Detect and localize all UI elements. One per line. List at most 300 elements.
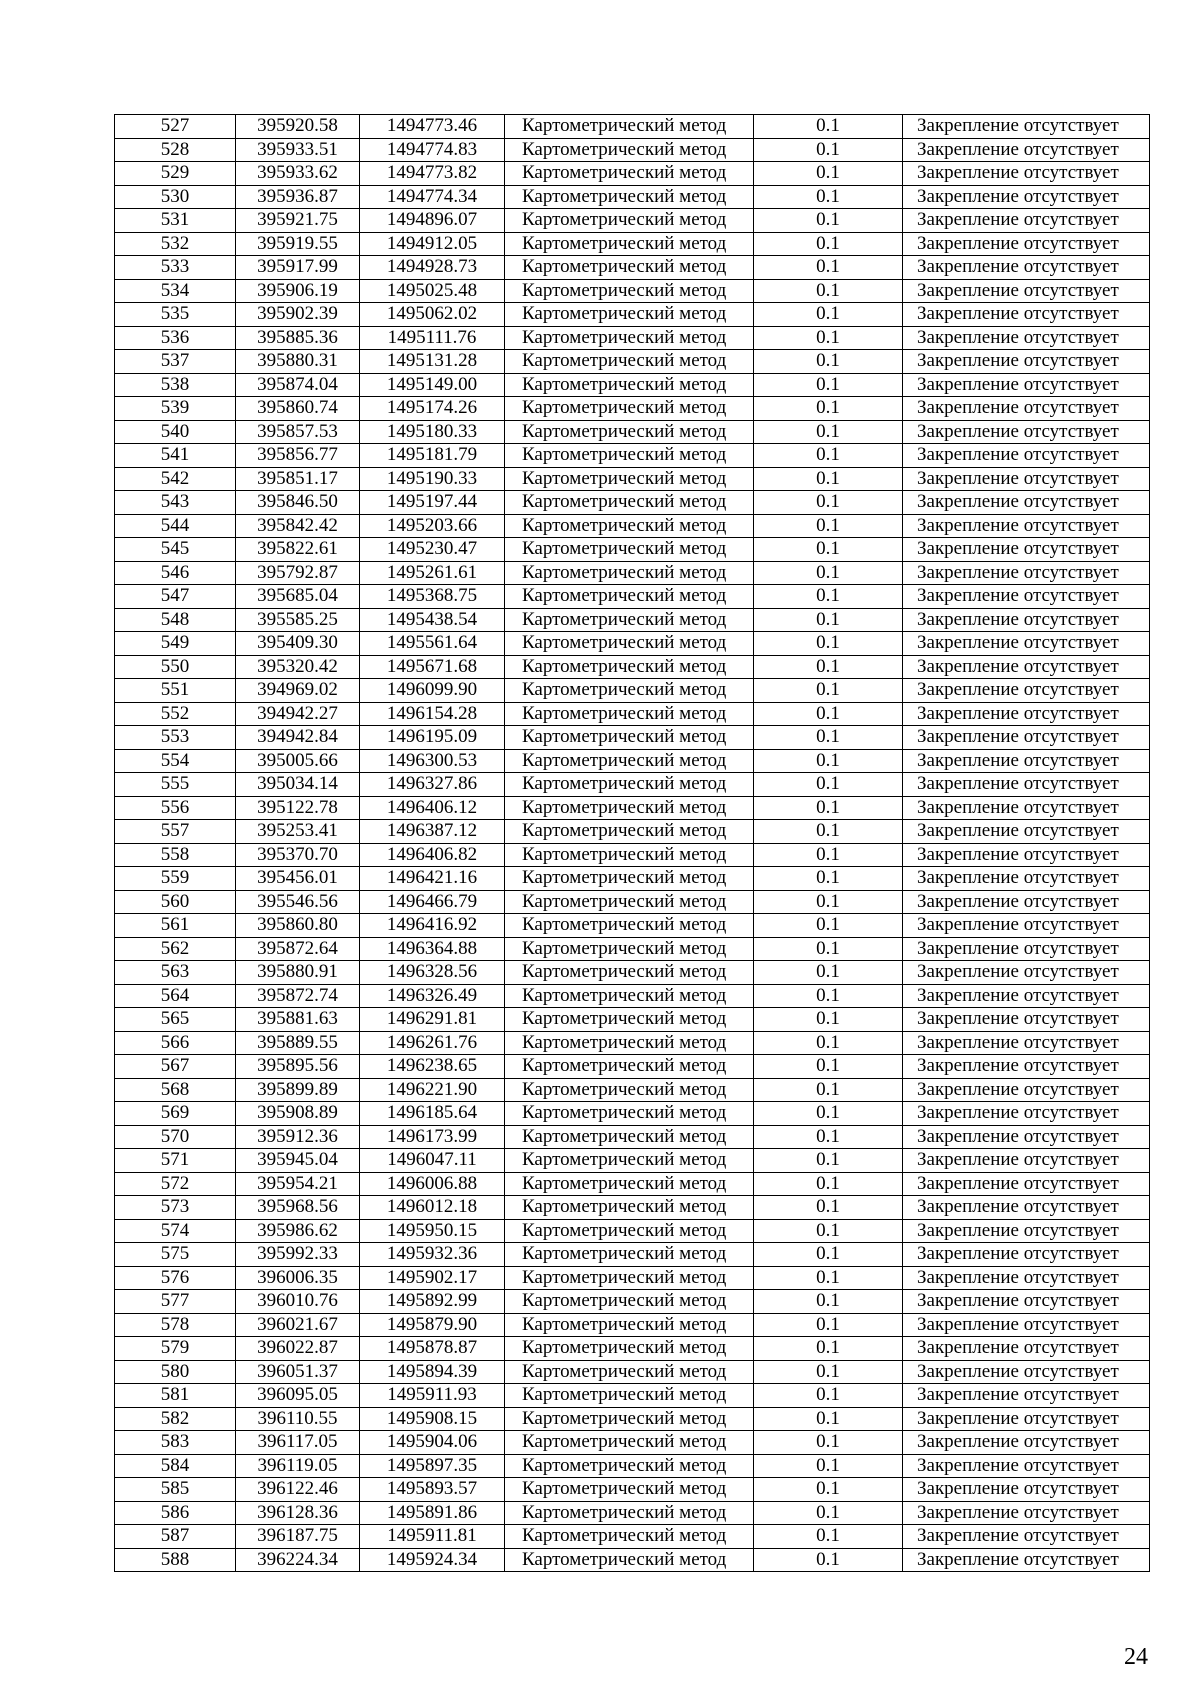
method-cell: Картометрический метод xyxy=(505,1055,754,1079)
accuracy-cell: 0.1 xyxy=(754,256,903,280)
x-coordinate-cell: 395005.66 xyxy=(236,749,360,773)
x-coordinate-cell: 396095.05 xyxy=(236,1384,360,1408)
y-coordinate-cell: 1495911.93 xyxy=(360,1384,505,1408)
method-cell: Картометрический метод xyxy=(505,232,754,256)
x-coordinate-cell: 396119.05 xyxy=(236,1454,360,1478)
x-coordinate-cell: 395986.62 xyxy=(236,1219,360,1243)
y-coordinate-cell: 1496173.99 xyxy=(360,1125,505,1149)
page-number: 24 xyxy=(1124,1644,1148,1670)
table-row xyxy=(115,1149,1150,1173)
table-row xyxy=(115,1102,1150,1126)
y-coordinate-cell: 1495671.68 xyxy=(360,655,505,679)
accuracy-cell: 0.1 xyxy=(754,890,903,914)
table-row xyxy=(115,1078,1150,1102)
accuracy-cell: 0.1 xyxy=(754,444,903,468)
point-number-cell: 555 xyxy=(115,773,236,797)
x-coordinate-cell: 396187.75 xyxy=(236,1525,360,1549)
point-number-cell: 545 xyxy=(115,538,236,562)
point-number-cell: 560 xyxy=(115,890,236,914)
table-row xyxy=(115,608,1150,632)
method-cell: Картометрический метод xyxy=(505,1290,754,1314)
x-coordinate-cell: 395895.56 xyxy=(236,1055,360,1079)
accuracy-cell: 0.1 xyxy=(754,209,903,233)
fixation-cell: Закрепление отсутствует xyxy=(903,1219,1150,1243)
y-coordinate-cell: 1496154.28 xyxy=(360,702,505,726)
point-number-cell: 580 xyxy=(115,1360,236,1384)
x-coordinate-cell: 396022.87 xyxy=(236,1337,360,1361)
accuracy-cell: 0.1 xyxy=(754,961,903,985)
x-coordinate-cell: 395880.91 xyxy=(236,961,360,985)
fixation-cell: Закрепление отсутствует xyxy=(903,1431,1150,1455)
table-row xyxy=(115,1501,1150,1525)
table-row xyxy=(115,303,1150,327)
accuracy-cell: 0.1 xyxy=(754,115,903,139)
x-coordinate-cell: 395860.74 xyxy=(236,397,360,421)
accuracy-cell: 0.1 xyxy=(754,373,903,397)
method-cell: Картометрический метод xyxy=(505,984,754,1008)
point-number-cell: 533 xyxy=(115,256,236,280)
accuracy-cell: 0.1 xyxy=(754,138,903,162)
x-coordinate-cell: 396010.76 xyxy=(236,1290,360,1314)
y-coordinate-cell: 1495879.90 xyxy=(360,1313,505,1337)
point-number-cell: 584 xyxy=(115,1454,236,1478)
fixation-cell: Закрепление отсутствует xyxy=(903,1290,1150,1314)
accuracy-cell: 0.1 xyxy=(754,232,903,256)
x-coordinate-cell: 395936.87 xyxy=(236,185,360,209)
accuracy-cell: 0.1 xyxy=(754,1501,903,1525)
accuracy-cell: 0.1 xyxy=(754,796,903,820)
point-number-cell: 546 xyxy=(115,561,236,585)
method-cell: Картометрический метод xyxy=(505,115,754,139)
accuracy-cell: 0.1 xyxy=(754,1478,903,1502)
accuracy-cell: 0.1 xyxy=(754,655,903,679)
fixation-cell: Закрепление отсутствует xyxy=(903,1078,1150,1102)
point-number-cell: 586 xyxy=(115,1501,236,1525)
fixation-cell: Закрепление отсутствует xyxy=(903,984,1150,1008)
table-row xyxy=(115,1008,1150,1032)
method-cell: Картометрический метод xyxy=(505,491,754,515)
point-number-cell: 551 xyxy=(115,679,236,703)
table-row xyxy=(115,115,1150,139)
x-coordinate-cell: 395902.39 xyxy=(236,303,360,327)
y-coordinate-cell: 1495438.54 xyxy=(360,608,505,632)
x-coordinate-cell: 395851.17 xyxy=(236,467,360,491)
method-cell: Картометрический метод xyxy=(505,1384,754,1408)
method-cell: Картометрический метод xyxy=(505,608,754,632)
y-coordinate-cell: 1496300.53 xyxy=(360,749,505,773)
x-coordinate-cell: 395370.70 xyxy=(236,843,360,867)
accuracy-cell: 0.1 xyxy=(754,1172,903,1196)
accuracy-cell: 0.1 xyxy=(754,1055,903,1079)
x-coordinate-cell: 395954.21 xyxy=(236,1172,360,1196)
point-number-cell: 554 xyxy=(115,749,236,773)
y-coordinate-cell: 1494773.46 xyxy=(360,115,505,139)
point-number-cell: 534 xyxy=(115,279,236,303)
x-coordinate-cell: 395921.75 xyxy=(236,209,360,233)
y-coordinate-cell: 1496185.64 xyxy=(360,1102,505,1126)
point-number-cell: 547 xyxy=(115,585,236,609)
y-coordinate-cell: 1496195.09 xyxy=(360,726,505,750)
y-coordinate-cell: 1496047.11 xyxy=(360,1149,505,1173)
method-cell: Картометрический метод xyxy=(505,561,754,585)
x-coordinate-cell: 396224.34 xyxy=(236,1548,360,1572)
accuracy-cell: 0.1 xyxy=(754,467,903,491)
x-coordinate-cell: 395933.62 xyxy=(236,162,360,186)
accuracy-cell: 0.1 xyxy=(754,491,903,515)
table-row xyxy=(115,1172,1150,1196)
method-cell: Картометрический метод xyxy=(505,914,754,938)
fixation-cell: Закрепление отсутствует xyxy=(903,303,1150,327)
y-coordinate-cell: 1495932.36 xyxy=(360,1243,505,1267)
accuracy-cell: 0.1 xyxy=(754,1290,903,1314)
y-coordinate-cell: 1495203.66 xyxy=(360,514,505,538)
fixation-cell: Закрепление отсутствует xyxy=(903,1055,1150,1079)
table-row xyxy=(115,1290,1150,1314)
x-coordinate-cell: 395899.89 xyxy=(236,1078,360,1102)
accuracy-cell: 0.1 xyxy=(754,185,903,209)
fixation-cell: Закрепление отсутствует xyxy=(903,702,1150,726)
coordinates-table-body xyxy=(115,115,1150,1572)
method-cell: Картометрический метод xyxy=(505,1196,754,1220)
fixation-cell: Закрепление отсутствует xyxy=(903,585,1150,609)
accuracy-cell: 0.1 xyxy=(754,1008,903,1032)
table-row xyxy=(115,773,1150,797)
table-row xyxy=(115,820,1150,844)
method-cell: Картометрический метод xyxy=(505,679,754,703)
accuracy-cell: 0.1 xyxy=(754,1407,903,1431)
fixation-cell: Закрепление отсутствует xyxy=(903,1337,1150,1361)
accuracy-cell: 0.1 xyxy=(754,1031,903,1055)
table-row xyxy=(115,1243,1150,1267)
method-cell: Картометрический метод xyxy=(505,1525,754,1549)
method-cell: Картометрический метод xyxy=(505,350,754,374)
method-cell: Картометрический метод xyxy=(505,1548,754,1572)
y-coordinate-cell: 1496327.86 xyxy=(360,773,505,797)
table-row xyxy=(115,279,1150,303)
accuracy-cell: 0.1 xyxy=(754,538,903,562)
x-coordinate-cell: 394942.27 xyxy=(236,702,360,726)
point-number-cell: 587 xyxy=(115,1525,236,1549)
y-coordinate-cell: 1496364.88 xyxy=(360,937,505,961)
accuracy-cell: 0.1 xyxy=(754,1243,903,1267)
y-coordinate-cell: 1494912.05 xyxy=(360,232,505,256)
method-cell: Картометрический метод xyxy=(505,1407,754,1431)
fixation-cell: Закрепление отсутствует xyxy=(903,467,1150,491)
point-number-cell: 578 xyxy=(115,1313,236,1337)
method-cell: Картометрический метод xyxy=(505,1149,754,1173)
x-coordinate-cell: 396051.37 xyxy=(236,1360,360,1384)
fixation-cell: Закрепление отсутствует xyxy=(903,890,1150,914)
x-coordinate-cell: 395253.41 xyxy=(236,820,360,844)
method-cell: Картометрический метод xyxy=(505,1125,754,1149)
y-coordinate-cell: 1496291.81 xyxy=(360,1008,505,1032)
fixation-cell: Закрепление отсутствует xyxy=(903,420,1150,444)
x-coordinate-cell: 396128.36 xyxy=(236,1501,360,1525)
method-cell: Картометрический метод xyxy=(505,1008,754,1032)
table-row xyxy=(115,420,1150,444)
table-row xyxy=(115,937,1150,961)
x-coordinate-cell: 395968.56 xyxy=(236,1196,360,1220)
fixation-cell: Закрепление отсутствует xyxy=(903,914,1150,938)
method-cell: Картометрический метод xyxy=(505,162,754,186)
point-number-cell: 539 xyxy=(115,397,236,421)
point-number-cell: 565 xyxy=(115,1008,236,1032)
accuracy-cell: 0.1 xyxy=(754,420,903,444)
fixation-cell: Закрепление отсутствует xyxy=(903,1031,1150,1055)
accuracy-cell: 0.1 xyxy=(754,1078,903,1102)
fixation-cell: Закрепление отсутствует xyxy=(903,1266,1150,1290)
fixation-cell: Закрепление отсутствует xyxy=(903,185,1150,209)
x-coordinate-cell: 395456.01 xyxy=(236,867,360,891)
table-row xyxy=(115,514,1150,538)
method-cell: Картометрический метод xyxy=(505,326,754,350)
method-cell: Картометрический метод xyxy=(505,185,754,209)
y-coordinate-cell: 1494774.83 xyxy=(360,138,505,162)
table-row xyxy=(115,632,1150,656)
accuracy-cell: 0.1 xyxy=(754,1313,903,1337)
accuracy-cell: 0.1 xyxy=(754,632,903,656)
x-coordinate-cell: 395320.42 xyxy=(236,655,360,679)
fixation-cell: Закрепление отсутствует xyxy=(903,679,1150,703)
y-coordinate-cell: 1495174.26 xyxy=(360,397,505,421)
table-row xyxy=(115,726,1150,750)
table-row xyxy=(115,1219,1150,1243)
method-cell: Картометрический метод xyxy=(505,1313,754,1337)
accuracy-cell: 0.1 xyxy=(754,984,903,1008)
method-cell: Картометрический метод xyxy=(505,655,754,679)
method-cell: Картометрический метод xyxy=(505,538,754,562)
table-row xyxy=(115,373,1150,397)
point-number-cell: 577 xyxy=(115,1290,236,1314)
fixation-cell: Закрепление отсутствует xyxy=(903,655,1150,679)
fixation-cell: Закрепление отсутствует xyxy=(903,1454,1150,1478)
fixation-cell: Закрепление отсутствует xyxy=(903,1548,1150,1572)
method-cell: Картометрический метод xyxy=(505,1102,754,1126)
x-coordinate-cell: 395842.42 xyxy=(236,514,360,538)
point-number-cell: 537 xyxy=(115,350,236,374)
accuracy-cell: 0.1 xyxy=(754,867,903,891)
accuracy-cell: 0.1 xyxy=(754,1266,903,1290)
point-number-cell: 556 xyxy=(115,796,236,820)
x-coordinate-cell: 396122.46 xyxy=(236,1478,360,1502)
point-number-cell: 548 xyxy=(115,608,236,632)
accuracy-cell: 0.1 xyxy=(754,1337,903,1361)
x-coordinate-cell: 395860.80 xyxy=(236,914,360,938)
method-cell: Картометрический метод xyxy=(505,1172,754,1196)
fixation-cell: Закрепление отсутствует xyxy=(903,162,1150,186)
x-coordinate-cell: 396021.67 xyxy=(236,1313,360,1337)
table-row xyxy=(115,1055,1150,1079)
point-number-cell: 536 xyxy=(115,326,236,350)
x-coordinate-cell: 395034.14 xyxy=(236,773,360,797)
fixation-cell: Закрепление отсутствует xyxy=(903,1172,1150,1196)
y-coordinate-cell: 1496416.92 xyxy=(360,914,505,938)
table-row xyxy=(115,1407,1150,1431)
table-row xyxy=(115,162,1150,186)
point-number-cell: 550 xyxy=(115,655,236,679)
x-coordinate-cell: 396110.55 xyxy=(236,1407,360,1431)
x-coordinate-cell: 395685.04 xyxy=(236,585,360,609)
accuracy-cell: 0.1 xyxy=(754,1525,903,1549)
fixation-cell: Закрепление отсутствует xyxy=(903,350,1150,374)
point-number-cell: 585 xyxy=(115,1478,236,1502)
method-cell: Картометрический метод xyxy=(505,397,754,421)
fixation-cell: Закрепление отсутствует xyxy=(903,538,1150,562)
y-coordinate-cell: 1495131.28 xyxy=(360,350,505,374)
table-row xyxy=(115,867,1150,891)
x-coordinate-cell: 395857.53 xyxy=(236,420,360,444)
method-cell: Картометрический метод xyxy=(505,256,754,280)
y-coordinate-cell: 1495924.34 xyxy=(360,1548,505,1572)
table-row xyxy=(115,585,1150,609)
x-coordinate-cell: 395881.63 xyxy=(236,1008,360,1032)
method-cell: Картометрический метод xyxy=(505,585,754,609)
table-row xyxy=(115,679,1150,703)
y-coordinate-cell: 1495878.87 xyxy=(360,1337,505,1361)
accuracy-cell: 0.1 xyxy=(754,1219,903,1243)
point-number-cell: 543 xyxy=(115,491,236,515)
point-number-cell: 532 xyxy=(115,232,236,256)
point-number-cell: 544 xyxy=(115,514,236,538)
point-number-cell: 531 xyxy=(115,209,236,233)
method-cell: Картометрический метод xyxy=(505,303,754,327)
table-row xyxy=(115,890,1150,914)
x-coordinate-cell: 395912.36 xyxy=(236,1125,360,1149)
fixation-cell: Закрепление отсутствует xyxy=(903,514,1150,538)
fixation-cell: Закрепление отсутствует xyxy=(903,1478,1150,1502)
method-cell: Картометрический метод xyxy=(505,937,754,961)
fixation-cell: Закрепление отсутствует xyxy=(903,937,1150,961)
fixation-cell: Закрепление отсутствует xyxy=(903,256,1150,280)
point-number-cell: 549 xyxy=(115,632,236,656)
method-cell: Картометрический метод xyxy=(505,1360,754,1384)
table-row xyxy=(115,561,1150,585)
table-row xyxy=(115,961,1150,985)
accuracy-cell: 0.1 xyxy=(754,561,903,585)
method-cell: Картометрический метод xyxy=(505,279,754,303)
x-coordinate-cell: 395880.31 xyxy=(236,350,360,374)
fixation-cell: Закрепление отсутствует xyxy=(903,1384,1150,1408)
table-row xyxy=(115,209,1150,233)
table-row xyxy=(115,350,1150,374)
accuracy-cell: 0.1 xyxy=(754,1454,903,1478)
accuracy-cell: 0.1 xyxy=(754,162,903,186)
x-coordinate-cell: 396006.35 xyxy=(236,1266,360,1290)
accuracy-cell: 0.1 xyxy=(754,1102,903,1126)
point-number-cell: 557 xyxy=(115,820,236,844)
y-coordinate-cell: 1496099.90 xyxy=(360,679,505,703)
point-number-cell: 572 xyxy=(115,1172,236,1196)
accuracy-cell: 0.1 xyxy=(754,608,903,632)
table-row xyxy=(115,232,1150,256)
method-cell: Картометрический метод xyxy=(505,1478,754,1502)
fixation-cell: Закрепление отсутствует xyxy=(903,1008,1150,1032)
fixation-cell: Закрепление отсутствует xyxy=(903,1102,1150,1126)
y-coordinate-cell: 1495181.79 xyxy=(360,444,505,468)
fixation-cell: Закрепление отсутствует xyxy=(903,138,1150,162)
x-coordinate-cell: 395874.04 xyxy=(236,373,360,397)
fixation-cell: Закрепление отсутствует xyxy=(903,820,1150,844)
table-row xyxy=(115,491,1150,515)
point-number-cell: 575 xyxy=(115,1243,236,1267)
table-row xyxy=(115,256,1150,280)
table-row xyxy=(115,1384,1150,1408)
x-coordinate-cell: 395846.50 xyxy=(236,491,360,515)
y-coordinate-cell: 1496221.90 xyxy=(360,1078,505,1102)
y-coordinate-cell: 1496012.18 xyxy=(360,1196,505,1220)
y-coordinate-cell: 1496006.88 xyxy=(360,1172,505,1196)
method-cell: Картометрический метод xyxy=(505,702,754,726)
point-number-cell: 562 xyxy=(115,937,236,961)
y-coordinate-cell: 1496387.12 xyxy=(360,820,505,844)
point-number-cell: 538 xyxy=(115,373,236,397)
fixation-cell: Закрепление отсутствует xyxy=(903,961,1150,985)
x-coordinate-cell: 396117.05 xyxy=(236,1431,360,1455)
x-coordinate-cell: 395856.77 xyxy=(236,444,360,468)
fixation-cell: Закрепление отсутствует xyxy=(903,326,1150,350)
fixation-cell: Закрепление отсутствует xyxy=(903,726,1150,750)
accuracy-cell: 0.1 xyxy=(754,350,903,374)
fixation-cell: Закрепление отсутствует xyxy=(903,444,1150,468)
table-row xyxy=(115,1337,1150,1361)
x-coordinate-cell: 395992.33 xyxy=(236,1243,360,1267)
accuracy-cell: 0.1 xyxy=(754,1149,903,1173)
fixation-cell: Закрепление отсутствует xyxy=(903,867,1150,891)
method-cell: Картометрический метод xyxy=(505,961,754,985)
x-coordinate-cell: 395122.78 xyxy=(236,796,360,820)
fixation-cell: Закрепление отсутствует xyxy=(903,1407,1150,1431)
y-coordinate-cell: 1495561.64 xyxy=(360,632,505,656)
point-number-cell: 570 xyxy=(115,1125,236,1149)
table-row xyxy=(115,444,1150,468)
method-cell: Картометрический метод xyxy=(505,1337,754,1361)
y-coordinate-cell: 1495190.33 xyxy=(360,467,505,491)
table-row xyxy=(115,538,1150,562)
y-coordinate-cell: 1496326.49 xyxy=(360,984,505,1008)
point-number-cell: 553 xyxy=(115,726,236,750)
point-number-cell: 529 xyxy=(115,162,236,186)
table-row xyxy=(115,1313,1150,1337)
x-coordinate-cell: 394969.02 xyxy=(236,679,360,703)
y-coordinate-cell: 1496406.82 xyxy=(360,843,505,867)
method-cell: Картометрический метод xyxy=(505,820,754,844)
method-cell: Картометрический метод xyxy=(505,373,754,397)
fixation-cell: Закрепление отсутствует xyxy=(903,279,1150,303)
y-coordinate-cell: 1495892.99 xyxy=(360,1290,505,1314)
table-row xyxy=(115,984,1150,1008)
method-cell: Картометрический метод xyxy=(505,726,754,750)
x-coordinate-cell: 395822.61 xyxy=(236,538,360,562)
y-coordinate-cell: 1495180.33 xyxy=(360,420,505,444)
accuracy-cell: 0.1 xyxy=(754,773,903,797)
table-row xyxy=(115,1454,1150,1478)
x-coordinate-cell: 395919.55 xyxy=(236,232,360,256)
table-row xyxy=(115,1525,1150,1549)
method-cell: Картометрический метод xyxy=(505,1243,754,1267)
fixation-cell: Закрепление отсутствует xyxy=(903,373,1150,397)
method-cell: Картометрический метод xyxy=(505,632,754,656)
point-number-cell: 571 xyxy=(115,1149,236,1173)
fixation-cell: Закрепление отсутствует xyxy=(903,1525,1150,1549)
table-row xyxy=(115,796,1150,820)
accuracy-cell: 0.1 xyxy=(754,397,903,421)
method-cell: Картометрический метод xyxy=(505,444,754,468)
fixation-cell: Закрепление отсутствует xyxy=(903,397,1150,421)
table-row xyxy=(115,1478,1150,1502)
table-row xyxy=(115,1125,1150,1149)
fixation-cell: Закрепление отсутствует xyxy=(903,749,1150,773)
x-coordinate-cell: 395885.36 xyxy=(236,326,360,350)
